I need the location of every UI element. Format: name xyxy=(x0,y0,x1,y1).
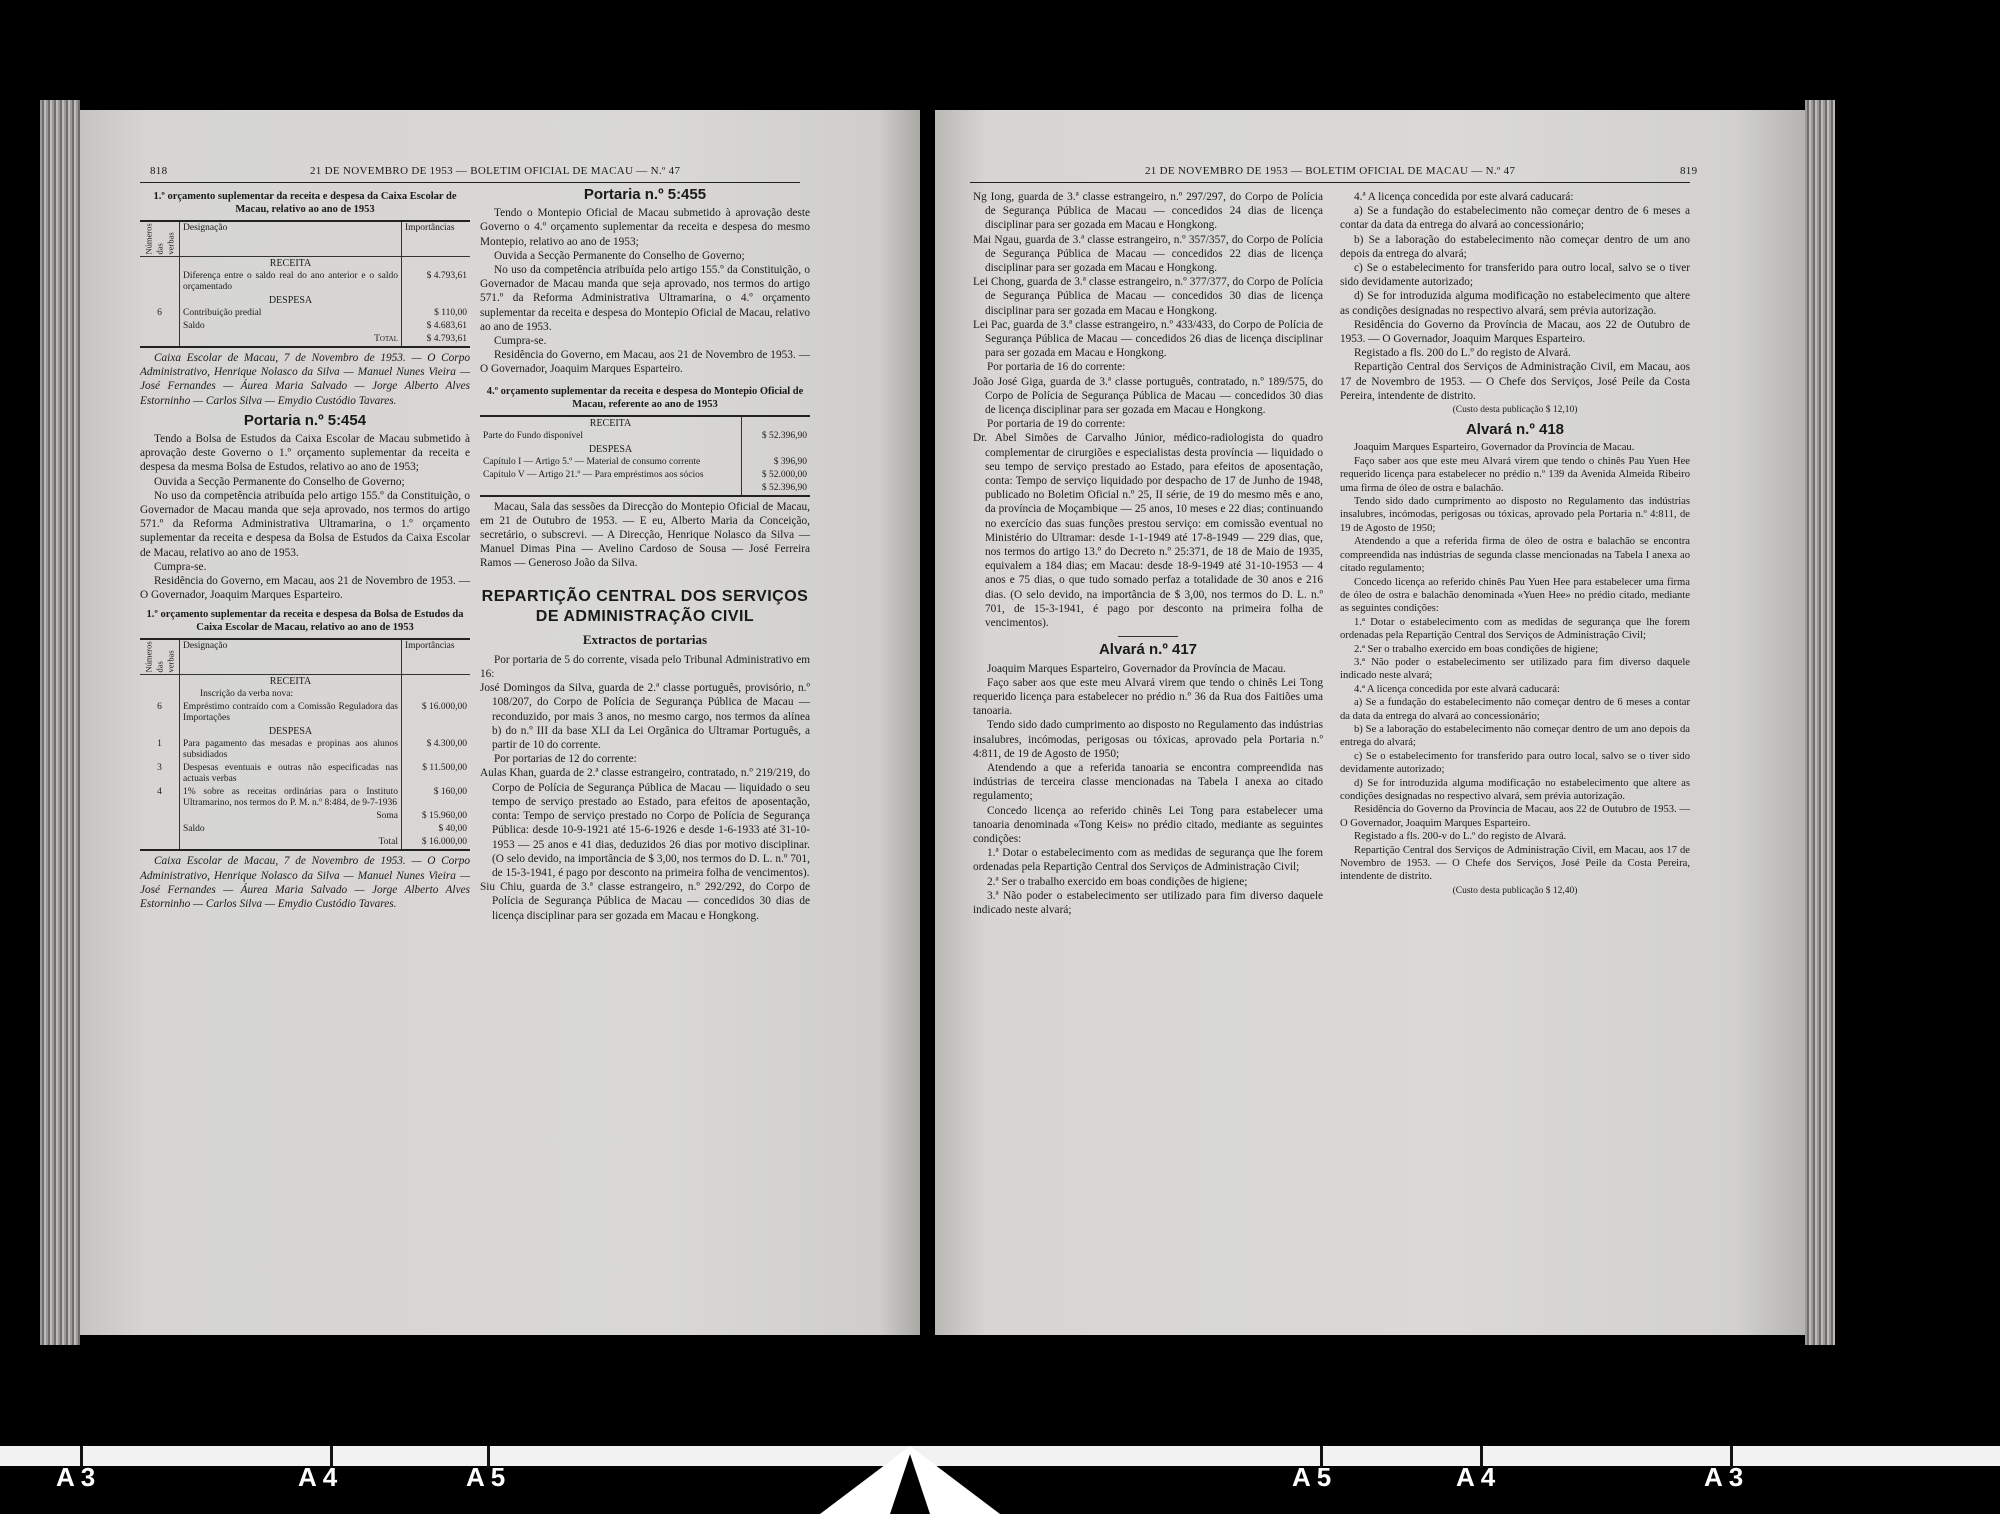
a418-p: a) Se a fundação do estabelecimento não começar dentro de 6 meses a contar da data da entrega do alvará ao concessionário; xyxy=(1340,697,1690,722)
row-item: Para pagamento das mesadas e propinas aos alunos subsidiados xyxy=(180,738,402,762)
film-mark-a3-left xyxy=(56,1462,95,1493)
budget1-saldo: Saldo xyxy=(180,320,402,333)
left-book-edge xyxy=(40,100,80,1345)
c1-portaria-16: Por portaria de 16 do corrente: xyxy=(987,361,1126,374)
extract-4: Aulas Khan, guarda de 2.ª classe estrangeiro, contratado, n.º 219/219, do Corpo de Polícia de Segurança Pública de Macau — liquidado o seu tempo de serviço prestado ao Estado, para efeitos de aposentação, conta: Tempo de serviço prestado no Corpo de Polícia de Segurança Pública: desde 10-9-1921 até 15-6-1926 e desde 1-6-1933 até 31-10-1953 — 25 anos e 41 dias, deduzidos 26 dias por motivo disciplinar. (O selo devido, na importância de $ 3,00, nos termos do D. L. n.º 701, de 15-3-1941, é pago por desconto na primeira folha de vencimentos). xyxy=(480,767,810,879)
budget1-col-desc: Designação xyxy=(180,221,402,257)
budget3-total-amt: $ 52.396,90 xyxy=(742,482,811,496)
budget2-receita-amt: $ 16.000,00 xyxy=(402,701,471,725)
portaria-5454-p1: Tendo a Bolsa de Estudos da Caixa Escolar de Macau submetido à aprovação deste Governo o 1.º orçamento suplementar da receita e despesa da mesma Bolsa de Estudos, relativo ao ano de 1953; xyxy=(140,433,470,474)
portaria-5454-title: Portaria n.º 5:454 xyxy=(243,411,367,429)
portaria-5455-p5: Residência do Governo, em Macau, aos 21 de Novembro de 1953. — O Governador, Joaquim Marques Esparteiro. xyxy=(480,349,810,376)
left-page xyxy=(80,110,920,1335)
a418-p: Tendo sido dado cumprimento ao disposto no Regulamento das indústrias insalubres, incómodas, perigosas ou tóxicas, aprovado pela Portaria n.º 4:811, de 19 de Agosto de 1950; xyxy=(1340,496,1690,534)
custo-1: (Custo desta publicação $ 12,10) xyxy=(1452,405,1578,416)
mark-letter: A xyxy=(1704,1462,1723,1492)
a418-p: c) Se o estabelecimento for transferido para outro local, salvo se o tiver sido devidamente autorizado; xyxy=(1340,750,1690,776)
mark-letter: A xyxy=(466,1462,485,1492)
section-title: REPARTIÇÃO CENTRAL DOS SERVIÇOS DE ADMINISTRAÇÃO CIVIL xyxy=(481,587,809,625)
alvara-417-p1: Joaquim Marques Esparteiro, Governador da Província de Macau. xyxy=(987,662,1286,675)
mark-number: 4 xyxy=(322,1462,338,1492)
c2-p7: Registado a fls. 200 do L.º do registo de Alvará. xyxy=(1354,347,1571,360)
table-row xyxy=(140,738,470,762)
a418-p: Faço saber aos que este meu Alvará virem que tendo o chinês Pau Yuen Hee requerido licença para estabelecer no prédio n.º 139 da Avenida Almeida Ribeiro uma firma de óleo de ostra e balachão. xyxy=(1340,455,1690,494)
table-row xyxy=(480,469,810,482)
budget1-title: 1.º orçamento suplementar da receita e despesa da Caixa Escolar de Macau, relativo ao ano de 1953 xyxy=(153,191,457,215)
right-book-edge xyxy=(1805,100,1835,1345)
extract-1: Por portaria de 5 do corrente, visada pelo Tribunal Administrativo em 16: xyxy=(480,653,810,681)
left-column-1 xyxy=(140,188,470,911)
mark-letter: A xyxy=(298,1462,317,1492)
a418-p: Registado a fls. 200-v do L.º do registo de Alvará. xyxy=(1354,831,1567,843)
left-header-rule xyxy=(140,182,800,183)
budget2-total-amt: $ 16.000,00 xyxy=(402,836,471,850)
portaria-5455-p2: Ouvida a Secção Permanente do Conselho de Governo; xyxy=(494,249,745,262)
budget1-total-amt: $ 4.793,61 xyxy=(402,333,471,347)
portaria-5455-p3: No uso da competência atribuída pelo artigo 155.º da Constituição, o Governador de Macau manda que seja aprovado, nos termos do artigo 571.º da Reforma Administrativa Ultramarina, o 4.º orçamento suplementar da receita e despesa do Montepio Oficial de Macau, relativo ao ano de 1953. xyxy=(480,264,810,333)
a418-p: 1.ª Dotar o estabelecimento com as medidas de segurança que lhe forem ordenadas pela Repartição Central dos Serviços de Administração Civil; xyxy=(1340,616,1690,642)
row-num: 4 xyxy=(157,787,162,798)
budget1-receita-item: Diferença entre o saldo real do ano anterior e o saldo orçamentado xyxy=(180,270,402,294)
budget1-table xyxy=(140,220,470,348)
budget2-total: Total xyxy=(180,836,402,850)
mark-number: 5 xyxy=(1316,1462,1332,1492)
budget2-despesa: DESPESA xyxy=(180,725,402,738)
budget3-receita-item: Parte do Fundo disponível xyxy=(483,430,584,441)
right-page-number: 819 xyxy=(1680,165,1698,177)
portaria-5454-p5: Residência do Governo, em Macau, aos 21 de Novembro de 1953. — O Governador, Joaquim Marques Esparteiro. xyxy=(140,575,470,602)
mark-letter: A xyxy=(56,1462,75,1492)
a418-p: d) Se for introduzida alguma modificação no estabelecimento que altere as condições designadas no respectivo alvará, sem prévia autorização. xyxy=(1340,777,1690,803)
row-amt: $ 396,90 xyxy=(742,456,811,469)
budget2-saldo-amt: $ 40,00 xyxy=(402,823,471,836)
c1-item-3: Lei Chong, guarda de 3.ª classe estrangeiro, n.º 377/377, do Corpo de Polícia de Segurança Pública de Macau — concedidos 30 dias de licença disciplinar para ser gozada em Macau e Hongkong. xyxy=(973,276,1323,317)
alvara-417-p2: Faço saber aos que este meu Alvará virem que tendo o chinês Lei Tong requerido licença para estabelecer no prédio n.º 36 da Rua dos Faitiões uma tanoaria. xyxy=(973,676,1323,718)
row-num: 3 xyxy=(157,763,162,774)
left-page-number: 818 xyxy=(150,165,168,177)
c2-p3: b) Se a laboração do estabelecimento não começar dentro de um ano depois da entrega do alvará; xyxy=(1340,233,1690,260)
alvara-417-p5: Concedo licença ao referido chinês Lei Tong para estabelecer uma tanoaria denominada «Tong Keis» no prédio citado, mediante as seguintes condições: xyxy=(973,804,1323,845)
budget1-saldo-amt: $ 4.683,61 xyxy=(402,320,471,333)
row-item: Despesas eventuais e outras não especificadas nas actuais verbas xyxy=(180,762,402,786)
budget1-despesa: DESPESA xyxy=(180,294,402,307)
budget2-col-amt: Importâncias xyxy=(402,639,471,675)
c1-item-2: Mai Ngau, guarda de 3.ª classe estrangeiro, n.º 357/357, do Corpo de Polícia de Segurança Pública de Macau — concedidos 22 dias de licença disciplinar para ser gozada em Macau e Hongkong. xyxy=(973,233,1323,275)
row-amt: $ 4.300,00 xyxy=(402,738,471,762)
separator xyxy=(1118,636,1178,637)
a418-p: b) Se a laboração do estabelecimento não começar dentro de um ano depois da entrega do alvará; xyxy=(1340,723,1690,749)
film-mark-a4-right xyxy=(1456,1462,1495,1493)
row-amt: $ 52.000,00 xyxy=(742,469,811,482)
budget1-despesa-amt: $ 110,00 xyxy=(402,307,471,320)
budget1-receita: RECEITA xyxy=(180,257,402,271)
budget2-saldo: Saldo xyxy=(180,823,402,836)
row-item: Capítulo I — Artigo 5.º — Material de consumo corrente xyxy=(483,456,701,467)
c1-item-1: Ng Iong, guarda de 3.ª classe estrangeiro, n.º 297/297, do Corpo de Polícia de Segurança Pública de Macau — concedidos 24 dias de licença disciplinar para ser gozada em Macau e Hongkong. xyxy=(973,191,1323,232)
budget1-receita-amt: $ 4.793,61 xyxy=(402,270,471,294)
c2-p1: 4.ª A licença concedida por este alvará caducará: xyxy=(1354,191,1574,203)
c1-giga: João José Giga, guarda de 3.ª classe português, contratado, n.º 189/575, do Corpo de Polícia de Segurança Pública de Macau — concedidos 30 dias de licença disciplinar para ser gozada em Macau e Hongkong. xyxy=(973,375,1323,417)
c1-item-4: Lei Pac, guarda de 3.ª classe estrangeiro, n.º 433/433, do Corpo de Polícia de Segurança Pública de Macau — concedidos 26 dias de licença disciplinar para ser gozada em Macau e Hongkong. xyxy=(973,318,1323,360)
c1-carvalho: Dr. Abel Simões de Carvalho Júnior, médico-radiologista do quadro complementar de cirurgiões e especialistas desta província — liquidado o seu tempo de serviço prestado ao Estado, para efeitos de aposentação, conta: Tempo de serviço liquidado por despacho de 17 de Junho de 1948, publicado no Boletim Oficial n.º 25, II série, de 19 do mesmo mês e ano, da província de Moçambique — 25 anos, 10 meses e 22 dias; continuando no exercício das suas funções prestou serviço: em comissão eventual no Ministério do Ultramar: desde 1-1-1949 até 17-8-1949 — 229 dias, que, nos termos do artigo 13.º do Decreto n.º 25:371, de 18 de Maio de 1935, equivalem a 184 dias; em Macau: desde 18-9-1949 até 31-10-1953 — 4 anos e 75 dias, o que tudo somado perfaz a totalidade de 30 anos e 216 dias. (O selo devido, na importância de $ 3,00, nos termos do D. L. n.º 701, de 15-3-1941, é pago por desconto na primeira folha de vencimentos). xyxy=(973,432,1323,630)
film-mark-a5-right xyxy=(1292,1462,1331,1493)
budget3-despesa: DESPESA xyxy=(588,443,633,455)
portaria-5454-p3: No uso da competência atribuída pelo artigo 155.º da Constituição, o Governador de Macau manda que seja aprovado, nos termos do artigo 571.º da Reforma Administrativa Ultramarina, o 1.º orçamento suplementar da receita e despesa da Bolsa de Estudos da Caixa Escolar de Macau, relativo ao ano de 1953. xyxy=(140,489,470,559)
budget2-receita: RECEITA xyxy=(180,675,402,689)
custo-2: (Custo desta publicação $ 12,40) xyxy=(1452,885,1578,896)
right-column-2 xyxy=(1340,190,1690,898)
c2-p4: c) Se o estabelecimento for transferido para outro local, salvo se o tiver sido devidamente autorizado; xyxy=(1340,262,1690,289)
a418-p: Atendendo a que a referida firma de óleo de ostra e balachão se encontra compreendida nas indústrias de segunda classe mencionadas na Tabela I anexa ao citado regulamento; xyxy=(1340,536,1690,575)
budget1-col-num: Números das verbas xyxy=(140,221,180,257)
mark-number: 3 xyxy=(1728,1462,1744,1492)
film-mark-a4-left xyxy=(298,1462,337,1493)
budget2-col-desc: Designação xyxy=(180,639,402,675)
extract-2: José Domingos da Silva, guarda de 2.ª classe português, provisório, n.º 108/207, do Corpo de Polícia de Segurança Pública de Macau — reconduzido, por mais 3 anos, no mesmo cargo, nos termos da alínea b) do n.º III da base XLI da Lei Orgânica do Ultramar Português, a partir de 10 do corrente. xyxy=(480,682,810,752)
budget2-table xyxy=(140,638,470,851)
right-page-header: 21 DE NOVEMBRO DE 1953 — BOLETIM OFICIAL DE MACAU — N.º 47 xyxy=(1145,165,1516,177)
right-column-1 xyxy=(973,190,1323,917)
alvara-417-p3: Tendo sido dado cumprimento ao disposto no Regulamento das indústrias insalubres, incómodas, perigosas ou tóxicas, aprovado pela Portaria n.º 4:811, de 19 de Agosto de 1950; xyxy=(973,719,1323,760)
alvara-417-p6: 1.ª Dotar o estabelecimento com as medidas de segurança que lhe forem ordenadas pela Repartição Central dos Serviços de Administração Civil; xyxy=(973,847,1323,874)
budget2-receita-item: Empréstimo contraído com a Comissão Reguladora das Importações xyxy=(180,701,402,725)
budget2-col-num: Números das verbas xyxy=(140,639,180,675)
table-row xyxy=(480,456,810,469)
extractos-title: Extractos de portarias xyxy=(582,631,708,647)
extract-3: Por portarias de 12 do corrente: xyxy=(494,753,637,766)
budget2-title: 1.º orçamento suplementar da receita e despesa da Bolsa de Estudos da Caixa Escolar de Macau, relativo ao ano de 1953 xyxy=(146,609,464,634)
a418-p: 2.ª Ser o trabalho exercido em boas condições de higiene; xyxy=(1354,643,1599,655)
mark-letter: A xyxy=(1456,1462,1475,1492)
portaria-5454-p4: Cumpra-se. xyxy=(154,560,207,573)
budget3-title: 4.º orçamento suplementar da receita e despesa do Montepio Oficial de Macau, referente ao ano de 1953 xyxy=(486,385,804,410)
extract-5: Siu Chiu, guarda de 3.ª classe estrangeiro, n.º 292/292, do Corpo de Polícia de Segurança Pública de Macau — concedidos 30 dias de licença disciplinar para ser gozada em Macau e Hongkong. xyxy=(480,881,810,922)
budget1-despesa-item: Contribuição predial xyxy=(180,307,402,320)
film-mark-a3-right xyxy=(1704,1462,1743,1493)
row-item: 1% sobre as receitas ordinárias para o Instituto Ultramarino, nos termos do P. M. n.º 8:484, de 9-7-1936 xyxy=(180,786,402,810)
c2-p2: a) Se a fundação do estabelecimento não começar dentro de 6 meses a contar da data da entrega do alvará ao concessionário; xyxy=(1340,205,1690,232)
budget2-signature: Caixa Escolar de Macau, 7 de Novembro de 1953. — O Corpo Administrativo, Henrique Nolasco da Silva — Manuel Nunes Vieira — José Fernandes — Áurea Maria Salvado — Jorge Alberto Alves Estorninho — Carlos Silva — Emydio Custódio Tavares. xyxy=(140,855,470,911)
budget2-soma: Soma xyxy=(180,810,402,823)
film-mark-a5-left xyxy=(466,1462,505,1493)
budget3-signature: Macau, Sala das sessões da Direcção do Montepio Oficial de Macau, em 21 de Outubro de 1953. — E eu, Alberto Maria da Conceição, secretário, o subscrevi. — A Direcção, Henrique Nolasco da Silva — Manuel Dimas Pina — Avelino Cardoso de Sousa — José Ferreira Ramos — Generoso João da Silva. xyxy=(480,500,810,570)
budget1-total: Total xyxy=(180,333,402,347)
mark-number: 3 xyxy=(80,1462,96,1492)
mark-number: 5 xyxy=(490,1462,506,1492)
row-amt: $ 160,00 xyxy=(402,786,471,810)
budget2-receita-sub: Inscrição da verba nova: xyxy=(180,688,402,701)
budget3-receita-amt: $ 52.396,90 xyxy=(742,430,811,443)
a418-p: Concedo licença ao referido chinês Pau Yuen Hee para estabelecer uma firma de óleo de ostra e balachão denominada «Yuen Hee» no prédio citado, mediante as seguintes condições: xyxy=(1340,576,1690,615)
alvara-417-p8: 3.ª Não poder o estabelecimento ser utilizado para fim diverso daquele indicado neste alvará; xyxy=(973,889,1323,916)
mark-number: 4 xyxy=(1480,1462,1496,1492)
a418-p: Residência do Governo da Província de Macau, aos 22 de Outubro de 1953. — O Governador, Joaquim Marques Esparteiro. xyxy=(1340,804,1690,829)
alvara-417-p4: Atendendo a que a referida tanoaria se encontra compreendida nas indústrias de terceira classe mencionadas na Tabela I anexa ao citado regulamento; xyxy=(973,761,1323,803)
left-page-header: 21 DE NOVEMBRO DE 1953 — BOLETIM OFICIAL DE MACAU — N.º 47 xyxy=(310,165,681,177)
portaria-5454-p2: Ouvida a Secção Permanente do Conselho de Governo; xyxy=(154,475,405,488)
row-item: Capítulo V — Artigo 21.º — Para empréstimos aos sócios xyxy=(483,469,704,480)
right-page xyxy=(935,110,1805,1335)
budget2-soma-amt: $ 15.960,00 xyxy=(402,810,471,823)
alvara-418-body xyxy=(1340,441,1690,883)
portaria-5455-p4: Cumpra-se. xyxy=(494,335,547,348)
c2-p5: d) Se for introduzida alguma modificação no estabelecimento que altere as condições designadas no respectivo alvará, sem prévia autorização. xyxy=(1340,290,1690,317)
budget1-col-amt: Importâncias xyxy=(402,221,471,257)
row-amt: $ 11.500,00 xyxy=(402,762,471,786)
a418-p: 4.ª A licença concedida por este alvará caducará: xyxy=(1354,683,1560,695)
budget1-despesa-num: 6 xyxy=(157,308,162,318)
c2-p8: Repartição Central dos Serviços de Administração Civil, em Macau, aos 17 de Novembro de 1953. — O Chefe dos Serviços, José Peile da Costa Pereira, intendente de distrito. xyxy=(1340,361,1690,402)
alvara-417-title: Alvará n.º 417 xyxy=(1098,641,1198,659)
budget2-receita-num: 6 xyxy=(157,702,162,713)
a418-p: Joaquim Marques Esparteiro, Governador da Província de Macau. xyxy=(1354,442,1635,454)
alvara-418-title: Alvará n.º 418 xyxy=(1465,421,1565,439)
portaria-5455-title: Portaria n.º 5:455 xyxy=(583,186,707,203)
budget3-receita: RECEITA xyxy=(480,416,742,430)
mark-letter: A xyxy=(1292,1462,1311,1492)
alvara-417-p7: 2.ª Ser o trabalho exercido em boas condições de higiene; xyxy=(987,875,1248,888)
right-header-rule xyxy=(970,182,1690,183)
portaria-5455-p1: Tendo o Montepio Oficial de Macau submetido à aprovação deste Governo o 4.º orçamento suplementar da receita e despesa do mesmo Montepio, relativo ao ano de 1953; xyxy=(480,207,810,248)
a418-p: Repartição Central dos Serviços de Administração Civil, em Macau, aos 17 de Novembro de 1953. — O Chefe dos Serviços, José Peile da Costa Pereira, intendente de distrito. xyxy=(1340,844,1690,883)
table-row xyxy=(140,786,470,810)
budget1-signature: Caixa Escolar de Macau, 7 de Novembro de 1953. — O Corpo Administrativo, Henrique Nolasco da Silva — Manuel Nunes Vieira — José Fernandes — Áurea Maria Salvado — Jorge Alberto Alves Estorninho — Carlos Silva — Emydio Custódio Tavares. xyxy=(140,352,470,407)
table-row xyxy=(140,762,470,786)
budget3-table xyxy=(480,415,810,497)
row-num: 1 xyxy=(157,739,162,750)
c2-p6: Residência do Governo da Província de Macau, aos 22 de Outubro de 1953. — O Governador, Joaquim Marques Esparteiro. xyxy=(1340,318,1690,346)
a418-p: 3.ª Não poder o estabelecimento ser utilizado para fim diverso daquele indicado neste alvará; xyxy=(1340,656,1690,682)
c1-portaria-19: Por portaria de 19 do corrente: xyxy=(987,418,1126,431)
left-column-2 xyxy=(480,188,810,923)
center-triangle-icon xyxy=(820,1446,1000,1514)
